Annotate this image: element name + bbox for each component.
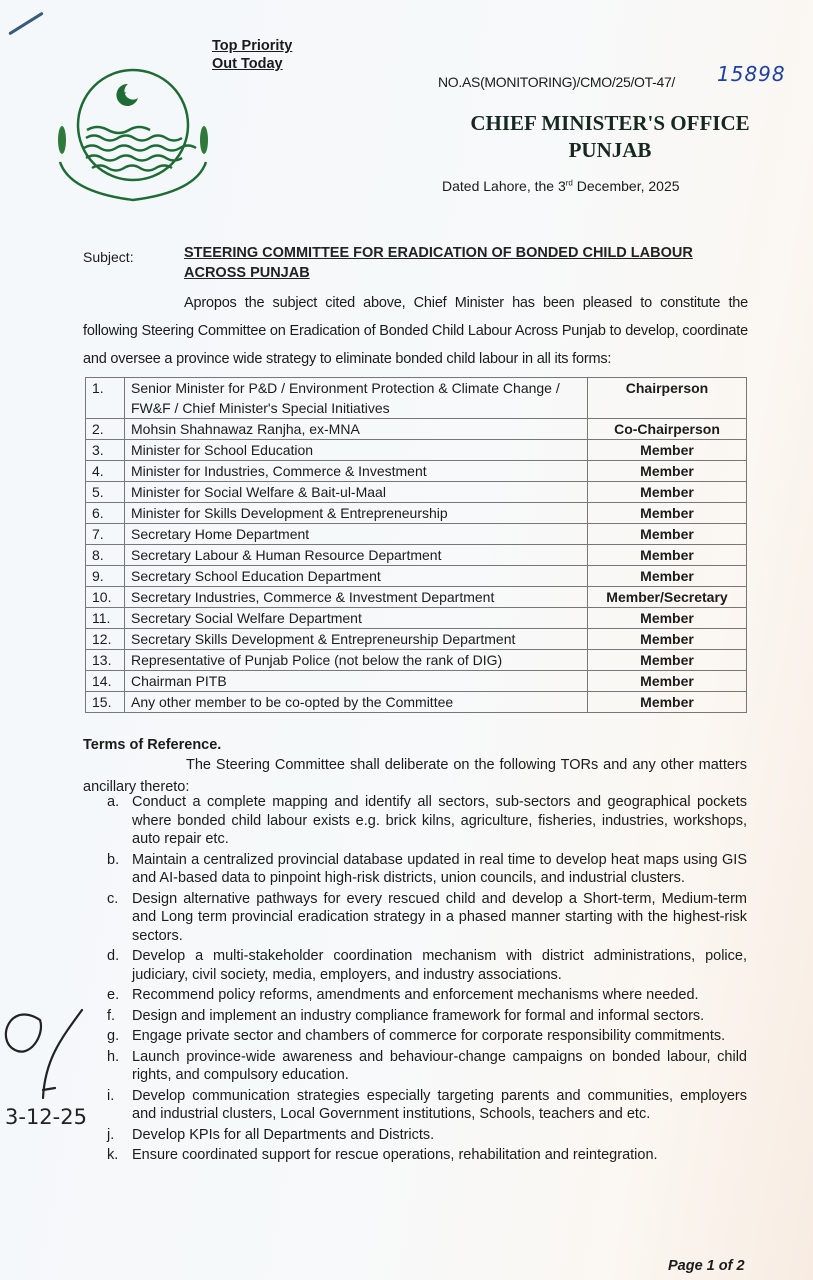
office-heading	[430, 110, 790, 164]
tor-letter: f.	[107, 1007, 116, 1024]
dated-sup: rd	[565, 178, 573, 188]
tor-text: Engage private sector and chambers of commerce for corporate responsibility commitments.	[132, 1028, 726, 1044]
tor-text: Launch province-wide awareness and behaviour-change campaigns on bonded labour, child rights, and compulsory education.	[132, 1048, 747, 1083]
member-role: Member	[588, 461, 747, 482]
tor-item	[107, 1146, 747, 1165]
member-role: Member	[588, 440, 747, 461]
tor-text: Develop KPIs for all Departments and Districts.	[132, 1126, 435, 1143]
tor-letter: a.	[107, 794, 120, 810]
row-number: 3.	[86, 440, 125, 461]
row-number: 2.	[86, 419, 125, 440]
tor-letter: c.	[107, 890, 119, 907]
member-title: Senior Minister for P&D / Environment Protection & Climate Change / FW&F / Chief Minister's Special Initiatives	[125, 378, 588, 419]
member-role: Member	[588, 650, 747, 671]
tor-item	[107, 1126, 747, 1145]
dated-suffix: December, 2025	[572, 178, 680, 194]
member-title: Minister for Social Welfare & Bait-ul-Maal	[125, 482, 588, 503]
pen-mark	[8, 12, 44, 36]
subject-text: STEERING COMMITTEE FOR ERADICATION OF BONDED CHILD LABOUR ACROSS PUNJAB	[184, 245, 693, 281]
table-row	[86, 692, 747, 713]
dated-prefix: Dated Lahore, the 3	[442, 178, 566, 194]
member-role: Member	[588, 482, 747, 503]
tor-letter: i.	[107, 1087, 115, 1104]
member-title: Minister for Industries, Commerce & Investment	[125, 461, 588, 482]
member-role: Member	[588, 503, 747, 524]
table-row	[86, 419, 747, 440]
member-role: Chairperson	[588, 378, 747, 419]
member-role: Member	[588, 545, 747, 566]
table-row	[86, 629, 747, 650]
priority-line-1: Top Priority	[212, 38, 293, 54]
member-title: Secretary Industries, Commerce & Investment Department	[125, 587, 588, 608]
tor-item	[107, 793, 747, 849]
member-role: Member	[588, 692, 747, 713]
table-row	[86, 503, 747, 524]
tor-text: Conduct a complete mapping and identify all sectors, sub-sectors and geographical pockets where bonded child labour exists e.g. brick kilns, agriculture, fisheries, industries, workshops, auto repair etc.	[132, 794, 747, 847]
reference-number: NO.AS(MONITORING)/CMO/25/OT-47/	[438, 74, 676, 90]
table-row	[86, 482, 747, 503]
table-row	[86, 608, 747, 629]
table-row	[86, 461, 747, 482]
member-title: Any other member to be co-opted by the Committee	[125, 692, 588, 713]
row-number: 7.	[86, 524, 125, 545]
tor-item	[107, 1048, 747, 1085]
intro-paragraph: Apropos the subject cited above, Chief Minister has been pleased to constitute the following Steering Committee on Eradication of Bonded Child Labour Across Punjab to develop, coordinate and oversee a province wide strategy to eliminate bonded child labour in all its forms:	[83, 295, 748, 367]
page-number: Page 1 of 2	[668, 1258, 745, 1274]
tor-item	[107, 1087, 747, 1124]
office-province: PUNJAB	[568, 138, 652, 162]
tor-text: Develop communication strategies especially targeting parents and communities, employers and industrial clusters, Local Government institutions, Schools, teachers and etc.	[132, 1087, 747, 1122]
table-row	[86, 650, 747, 671]
tor-letter: b.	[107, 851, 120, 868]
member-title: Chairman PITB	[125, 671, 588, 692]
row-number: 14.	[86, 671, 125, 692]
member-role: Member	[588, 566, 747, 587]
member-title: Secretary Skills Development & Entrepreneurship Department	[125, 629, 588, 650]
table-row	[86, 671, 747, 692]
member-role: Member/Secretary	[588, 587, 747, 608]
row-number: 13.	[86, 650, 125, 671]
priority-stamp	[212, 37, 292, 73]
tor-letter: j.	[107, 1126, 115, 1143]
tor-letter: g.	[107, 1028, 120, 1044]
tor-intro: The Steering Committee shall deliberate on the following TORs and any other matters ancillary thereto:	[83, 757, 747, 795]
member-role: Member	[588, 608, 747, 629]
row-number: 8.	[86, 545, 125, 566]
tor-title: Terms of Reference.	[83, 737, 222, 753]
member-role: Co-Chairperson	[588, 419, 747, 440]
priority-line-2: Out Today	[212, 56, 283, 72]
member-title: Mohsin Shahnawaz Ranjha, ex-MNA	[125, 419, 588, 440]
tor-text: Ensure coordinated support for rescue operations, rehabilitation and reintegration.	[132, 1147, 658, 1163]
member-title: Minister for Skills Development & Entrepreneurship	[125, 503, 588, 524]
table-row	[86, 587, 747, 608]
svg-text:★: ★	[120, 89, 128, 98]
row-number: 6.	[86, 503, 125, 524]
table-row	[86, 378, 747, 419]
tor-text: Design alternative pathways for every rescued child and develop a Short-term, Medium-term and Long term provincial eradication strategy in a phased manner starting with the highest-risk sectors.	[132, 890, 747, 944]
row-number: 9.	[86, 566, 125, 587]
tor-list	[107, 793, 747, 1167]
row-number: 15.	[86, 692, 125, 713]
tor-text: Design and implement an industry compliance framework for formal and informal sectors.	[132, 1007, 705, 1024]
tor-item	[107, 947, 747, 984]
member-title: Minister for School Education	[125, 440, 588, 461]
tor-text: Develop a multi-stakeholder coordination mechanism with district administrations, police, judiciary, civil society, media, employers, and industry associations.	[132, 948, 747, 983]
tor-item	[107, 890, 747, 946]
handwritten-signature-icon	[0, 980, 90, 1100]
tor-item	[107, 1027, 747, 1046]
row-number: 4.	[86, 461, 125, 482]
tor-item	[107, 851, 747, 888]
table-row	[86, 524, 747, 545]
table-row	[86, 545, 747, 566]
row-number: 5.	[86, 482, 125, 503]
table-row	[86, 440, 747, 461]
subject-label: Subject:	[83, 249, 134, 265]
row-number: 1.	[86, 378, 125, 419]
punjab-emblem-icon	[50, 62, 216, 202]
member-title: Secretary School Education Department	[125, 566, 588, 587]
tor-item	[107, 986, 747, 1005]
member-role: Member	[588, 629, 747, 650]
office-name: CHIEF MINISTER'S OFFICE	[470, 111, 750, 135]
tor-text: Recommend policy reforms, amendments and enforcement mechanisms where needed.	[132, 987, 699, 1003]
row-number: 12.	[86, 629, 125, 650]
member-role: Member	[588, 671, 747, 692]
table-row	[86, 566, 747, 587]
dated-line	[442, 178, 680, 194]
tor-letter: k.	[107, 1147, 119, 1163]
tor-item	[107, 1007, 747, 1026]
committee-table	[85, 377, 747, 713]
member-title: Secretary Home Department	[125, 524, 588, 545]
member-role: Member	[588, 524, 747, 545]
tor-letter: h.	[107, 1048, 120, 1065]
tor-letter: d.	[107, 948, 120, 964]
handwritten-dispatch-number: 15898	[717, 62, 786, 86]
handwritten-date: 3-12-25	[5, 1105, 87, 1129]
row-number: 11.	[86, 608, 125, 629]
member-title: Secretary Labour & Human Resource Department	[125, 545, 588, 566]
member-title: Representative of Punjab Police (not below the rank of DIG)	[125, 650, 588, 671]
row-number: 10.	[86, 587, 125, 608]
tor-text: Maintain a centralized provincial database updated in real time to develop heat maps using GIS and AI-based data to pinpoint high-risk districts, union councils, and industrial clusters.	[132, 851, 747, 886]
member-title: Secretary Social Welfare Department	[125, 608, 588, 629]
tor-letter: e.	[107, 987, 120, 1003]
